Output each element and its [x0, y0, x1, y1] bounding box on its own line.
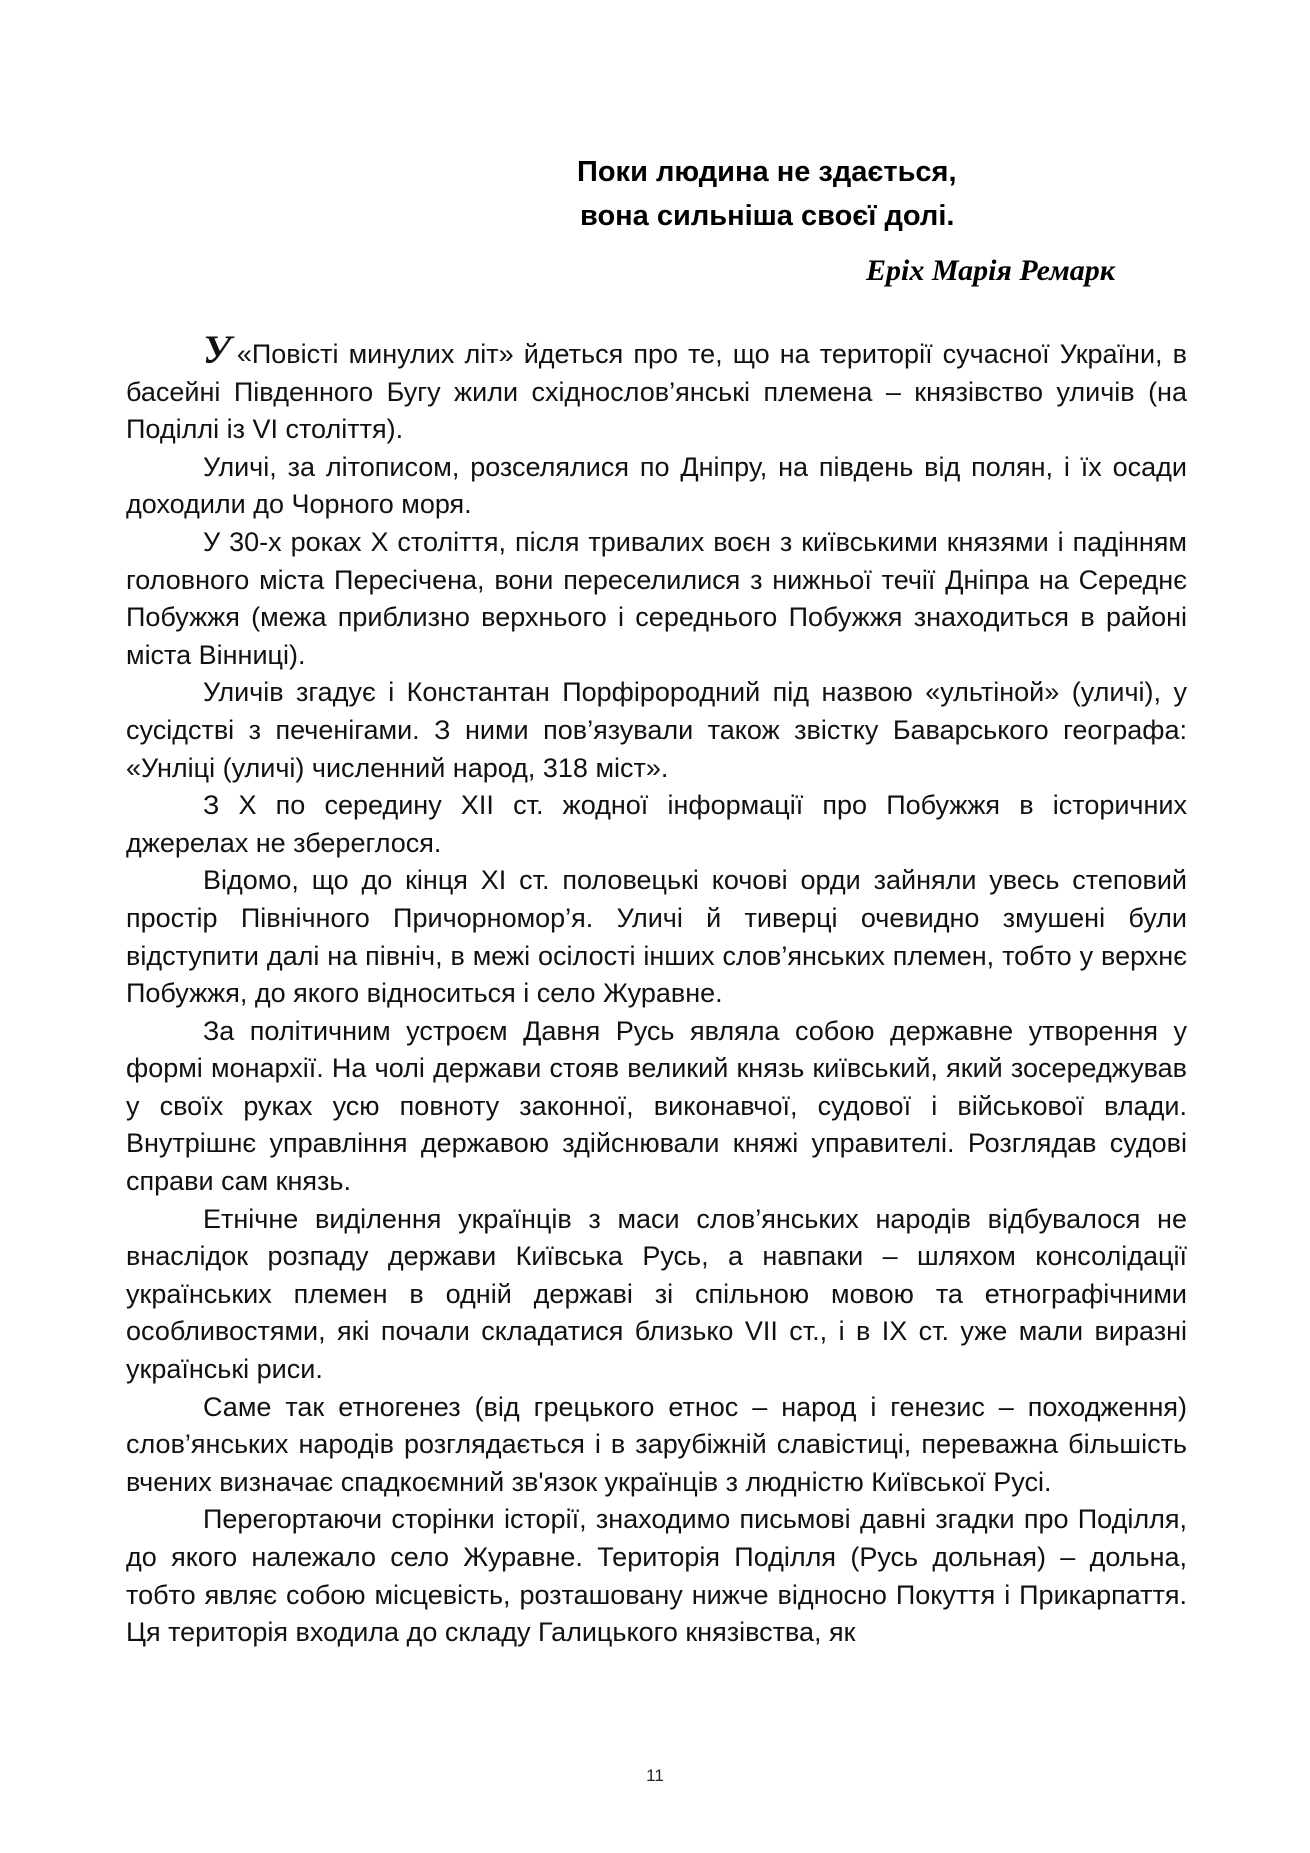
paragraph: З Х по середину XII ст. жодної інформації про Побужжя в історичних джерелах не збереглося.	[126, 790, 1187, 858]
paragraph: Уличів згадує і Константан Порфірородний під назвою «ультіной» (уличі), у сусідстві з печенігами. З ними пов’язували також звістку Баварського географа: «Унліці (уличі) численний народ, 318 міст».	[126, 677, 1187, 783]
body-text	[126, 327, 1187, 1652]
paragraph: Етнічне виділення українців з маси слов’янських народів відбувалося не внаслідок розпаду держави Київська Русь, а навпаки – шляхом консолідації українських племен в одній державі зі спільною мовою та етнографічними особливостями, які почали складатися близько VII ст., і в IX ст. уже мали виразні українські риси.	[126, 1203, 1187, 1385]
paragraph: За політичним устроєм Давня Русь являла собою державне утворення у формі монархії. На чолі держави стояв великий князь київський, який зосереджував у своїх руках усю повноту законної, виконавчої, судової і військової влади. Внутрішнє управління державою здійснювали княжі управителі. Розглядав судові справи сам князь.	[126, 1015, 1187, 1197]
page-number: 11	[646, 1766, 664, 1785]
paragraph: Перегортаючи сторінки історії, знаходимо письмові давні згадки про Поділля, до якого належало село Журавне. Територія Поділля (Русь дольная) – дольна, тобто являє собою місцевість, розташовану нижче відносно Покуття і Прикарпаття. Ця територія входила до складу Галицького князівства, як	[126, 1504, 1187, 1648]
epigraph-line: Поки людина не здається,	[577, 156, 957, 188]
paragraph-text: «Повісті минулих літ» йдеться про те, що на території сучасної України, в басейні Південного Бугу жили східнослов’янські племена – князівство уличів (на Поділлі із VI століття).	[126, 339, 1187, 445]
epigraph-author: Еріх Марія Ремарк	[866, 254, 1115, 287]
epigraph-line: вона сильніша своєї долі.	[580, 200, 955, 232]
paragraph	[126, 327, 1187, 449]
paragraph: Уличі, за літописом, розселялися по Дніпру, на південь від полян, і їх осади доходили до Чорного моря.	[126, 451, 1187, 520]
paragraph: Відомо, що до кінця XI ст. половецькі кочові орди зайняли увесь степовий простір Північного Причорномор’я. Уличі й тиверці очевидно змушені були відступити далі на північ, в межі осілості інших слов’янських племен, тобто у верхнє Побужжя, до якого відноситься і село Журавне.	[126, 865, 1187, 1009]
paragraph: Саме так етногенез (від грецького етнос – народ і генезис – походження) слов’янських народів розглядається і в зарубіжній славістиці, переважна більшість вчених визначає спадкоємний зв'язок українців з людністю Київської Русі.	[126, 1391, 1187, 1497]
paragraph: У 30-х роках X століття, після тривалих воєн з київськими князями і падінням головного міста Пересічена, вони переселилися з нижньої течії Дніпра на Середнє Побужжя (межа приблизно верхнього і середнього Побужжя знаходиться в районі міста Вінниці).	[126, 526, 1187, 670]
drop-cap: У	[203, 327, 231, 372]
epigraph	[577, 150, 1137, 238]
